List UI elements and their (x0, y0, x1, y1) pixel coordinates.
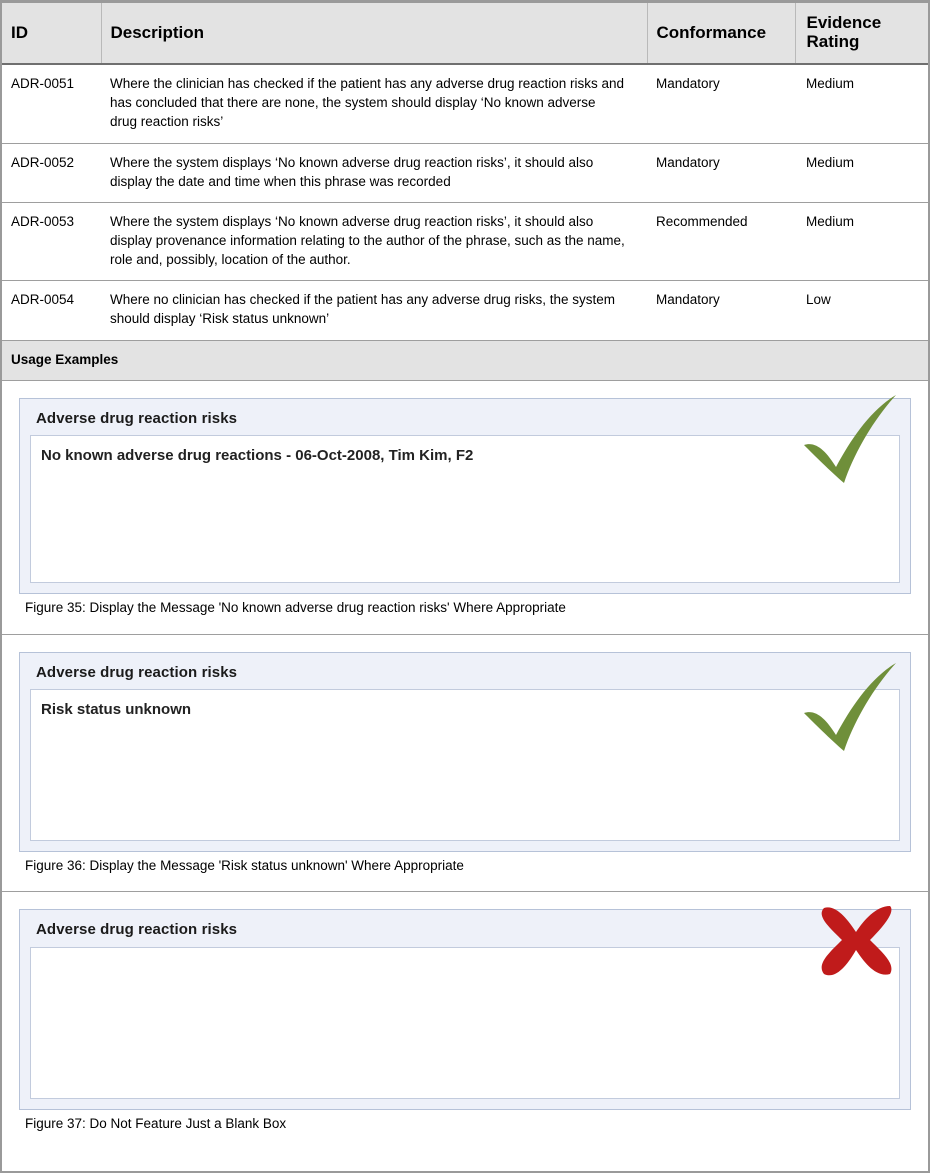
cell-conformance: Mandatory (647, 143, 795, 202)
figure-caption: Figure 37: Do Not Feature Just a Blank Box (25, 1115, 287, 1131)
figure-caption: Figure 36: Display the Message 'Risk status unknown' Where Appropriate (25, 857, 464, 873)
panel-title: Adverse drug reaction risks (36, 663, 238, 681)
cell-id: ADR-0054 (2, 281, 101, 340)
column-header-evidence-rating: Evidence Rating (795, 3, 928, 64)
cell-id: ADR-0051 (2, 64, 101, 143)
table-row (2, 143, 928, 202)
adr-panel (19, 909, 911, 1109)
column-header-id: ID (2, 3, 101, 64)
column-header-description: Description (101, 3, 647, 64)
figure-row (2, 892, 928, 1149)
section-title: Usage Examples (2, 340, 928, 380)
cell-evidence-rating: Medium (795, 202, 928, 280)
cell-evidence-rating: Low (795, 281, 928, 340)
panel-body (30, 947, 900, 1099)
cell-conformance: Recommended (647, 202, 795, 280)
table-row (2, 202, 928, 280)
panel-body (30, 689, 900, 841)
phrase-text: No known adverse drug reactions (41, 447, 282, 465)
cell-description: Where the clinician has checked if the patient has any adverse drug reaction risks and has concluded that there are none, the system should display ‘No known adverse drug reaction risks’ (101, 64, 647, 143)
figure-caption: Figure 35: Display the Message 'No known adverse drug reaction risks' Where Appropriate (25, 600, 566, 616)
table-row (2, 64, 928, 143)
usage-examples-section-header (2, 340, 928, 380)
cell-conformance: Mandatory (647, 64, 795, 143)
requirements-table (2, 3, 928, 1149)
table-header-row (2, 3, 928, 64)
phrase-text: Risk status unknown (41, 700, 192, 718)
cell-description: Where no clinician has checked if the patient has any adverse drug risks, the system should display ‘Risk status unknown’ (101, 281, 647, 340)
cell-id: ADR-0052 (2, 143, 101, 202)
phrase-meta: - 06-Oct-2008, Tim Kim, F2 (281, 447, 474, 465)
example-block-35 (11, 390, 919, 623)
cell-description: Where the system displays ‘No known adverse drug reaction risks’, it should also display the date and time when this phrase was recorded (101, 143, 647, 202)
panel-title: Adverse drug reaction risks (36, 409, 238, 427)
cell-conformance: Mandatory (647, 281, 795, 340)
column-header-conformance: Conformance (647, 3, 795, 64)
figure-row (2, 380, 928, 634)
adr-panel (19, 398, 911, 594)
panel-body (30, 435, 900, 583)
table-row (2, 281, 928, 340)
cell-evidence-rating: Medium (795, 64, 928, 143)
cell-description: Where the system displays ‘No known adverse drug reaction risks’, it should also display provenance information relating to the author of the phrase, such as the name, role and, possibly, location of the author. (101, 202, 647, 280)
cell-evidence-rating: Medium (795, 143, 928, 202)
adr-panel (19, 652, 911, 852)
figure-row (2, 634, 928, 892)
example-block-37 (11, 901, 919, 1138)
panel-title: Adverse drug reaction risks (36, 921, 238, 939)
cell-id: ADR-0053 (2, 202, 101, 280)
example-block-36 (11, 644, 919, 881)
